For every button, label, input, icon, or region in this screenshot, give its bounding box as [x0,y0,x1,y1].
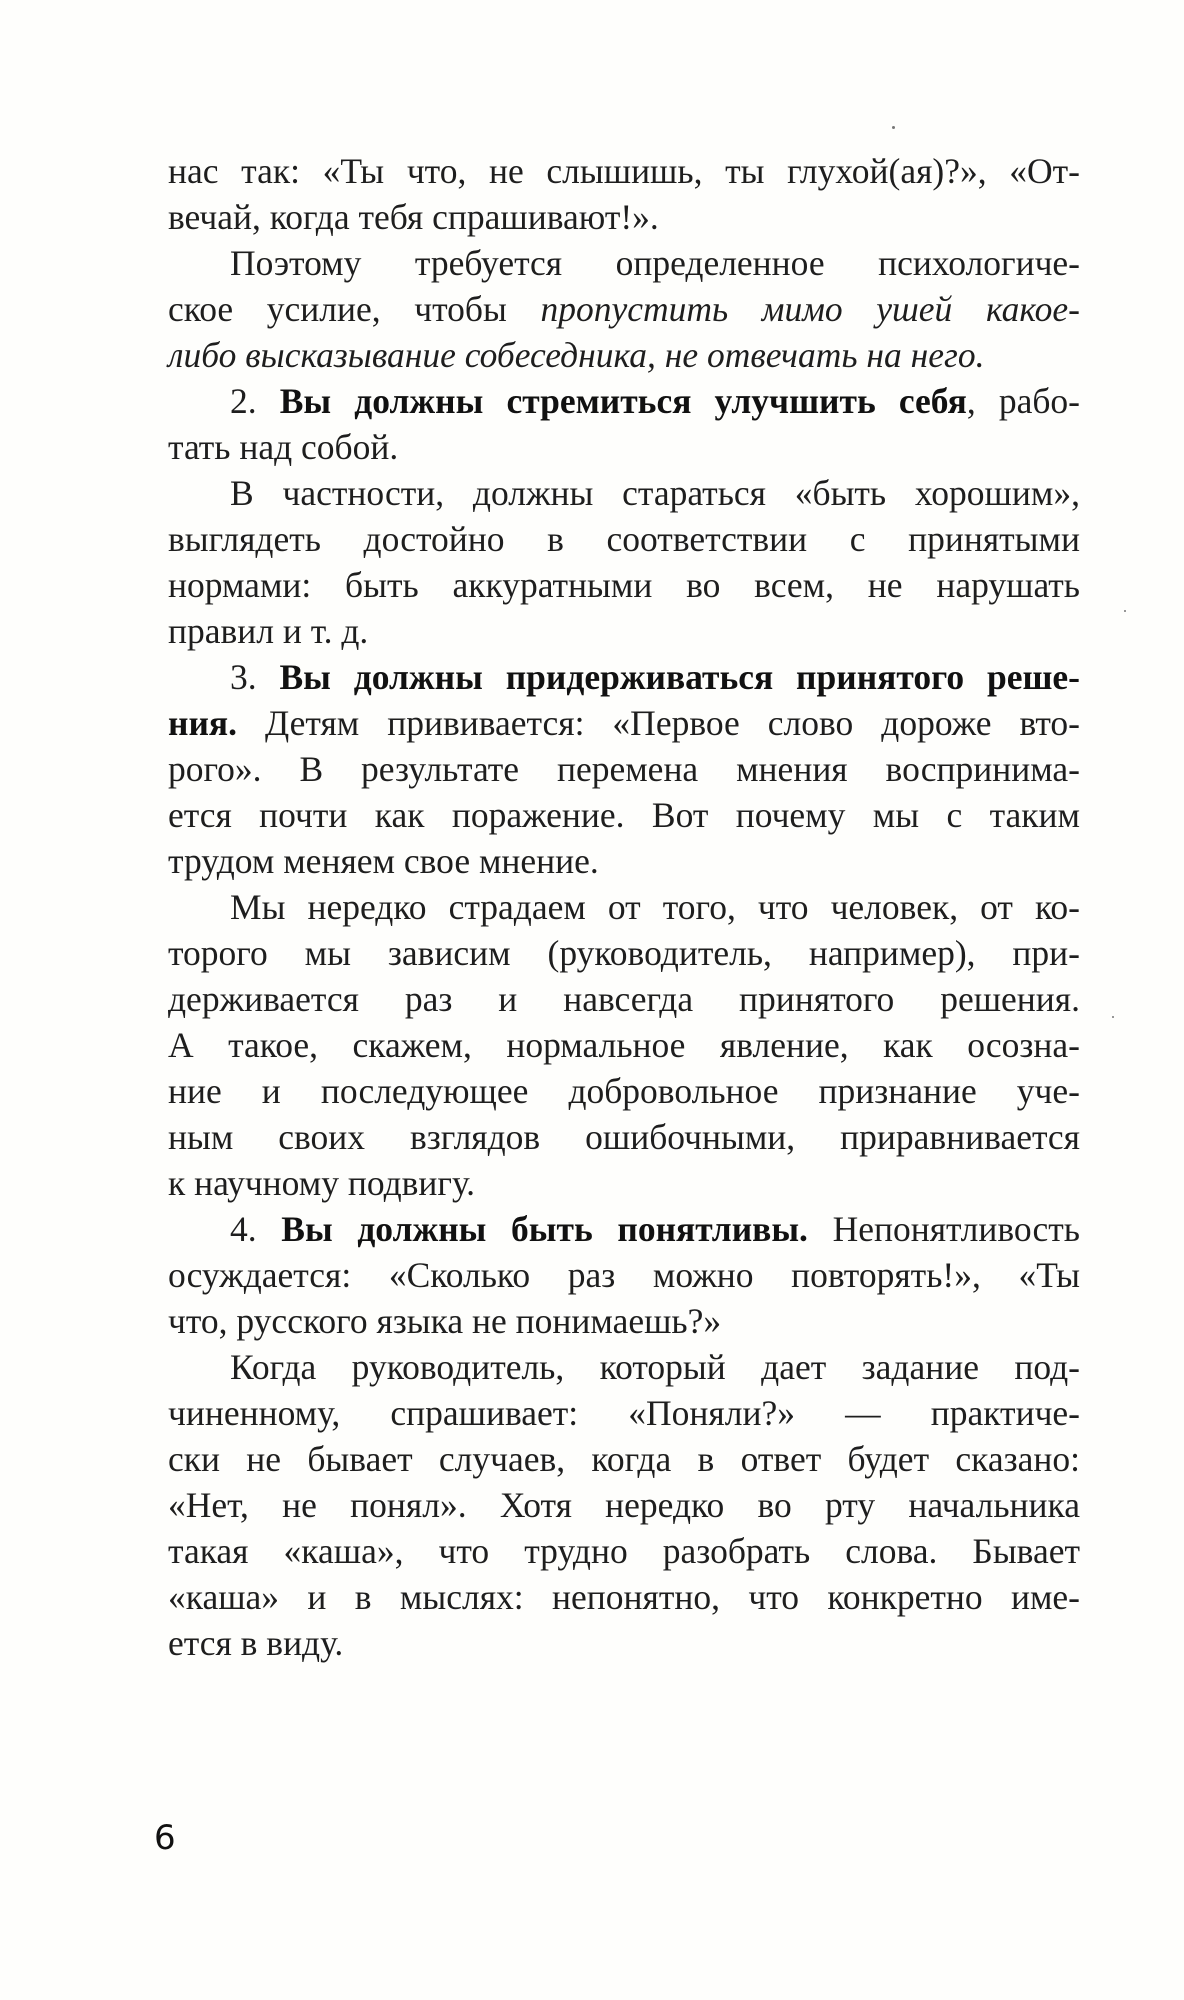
paragraph [168,240,1080,378]
text-run: Когда руководитель, который дает задание под- [230,1347,1080,1387]
paper-speck [1124,610,1126,612]
bold-text: Вы должны быть понятливы. [281,1209,808,1249]
bold-text: Вы должны стремиться улучшить себя [279,381,967,421]
text-run: ски не бывает случаев, когда в ответ будет сказано: [168,1439,1080,1479]
text-run: , рабо- [966,381,1080,421]
text-run: ется в виду. [168,1623,344,1663]
text-line [168,332,1080,378]
text-line [168,562,1080,608]
text-run: 2. [230,381,280,421]
text-run: трудом меняем свое мнение. [168,841,599,881]
text-run: ным своих взглядов ошибочными, приравнивается [168,1117,1080,1157]
text-line [168,378,1080,424]
text-run: В частности, должны стараться «быть хорошим», [230,473,1080,513]
paragraph [168,1206,1080,1344]
text-line [168,470,1080,516]
text-run: выглядеть достойно в соответствии с принятыми [168,519,1080,559]
text-line [168,516,1080,562]
page-number: 6 [154,1818,176,1858]
paragraph [168,654,1080,884]
text-line [168,1298,1080,1344]
text-line [168,1620,1080,1666]
text-run: вечай, когда тебя спрашивают!». [168,197,659,237]
paper-speck [1112,1016,1114,1018]
text-run: рого». В результате перемена мнения воспринима- [168,749,1080,789]
paragraph [168,378,1080,470]
text-run: ется почти как поражение. Вот почему мы с таким [168,795,1080,835]
text-line [168,424,1080,470]
text-line [168,976,1080,1022]
text-line [168,930,1080,976]
text-run: 3. [230,657,280,697]
paragraph [168,884,1080,1206]
text-line [168,792,1080,838]
text-line [168,1022,1080,1068]
italic-text: пропустить мимо ушей какое- [540,289,1080,329]
paragraph [168,470,1080,654]
text-line [168,1482,1080,1528]
text-line [168,1574,1080,1620]
text-line [168,148,1080,194]
text-run: такая «каша», что трудно разобрать слова. Бывает [168,1531,1080,1571]
paragraph [168,1344,1080,1666]
text-run: Непонятливость [807,1209,1080,1249]
text-run: что, русского языка не понимаешь?» [168,1301,722,1341]
text-run: держивается раз и навсегда принятого решения. [168,979,1080,1019]
text-run: ние и последующее добровольное признание уче- [168,1071,1080,1111]
text-line [168,1206,1080,1252]
text-line [168,608,1080,654]
text-line [168,286,1080,332]
text-line [168,838,1080,884]
text-run: осуждается: «Сколько раз можно повторять!», «Ты [168,1255,1080,1295]
bold-text: Вы должны придерживаться принятого реше- [279,657,1080,697]
text-run: тать над собой. [168,427,399,467]
italic-text: либо высказывание собеседника, не отвечать на него. [168,335,985,375]
text-line [168,1344,1080,1390]
text-run: нормами: быть аккуратными во всем, не нарушать [168,565,1080,605]
text-line [168,240,1080,286]
text-run: А такое, скажем, нормальное явление, как осозна- [168,1025,1080,1065]
text-run: чиненному, спрашивает: «Поняли?» — практиче- [168,1393,1080,1433]
text-run: 4. [230,1209,282,1249]
text-line [168,1114,1080,1160]
text-run: «Нет, не понял». Хотя нередко во рту начальника [168,1485,1080,1525]
body-text [168,148,1080,1666]
paragraph [168,148,1080,240]
text-line [168,746,1080,792]
text-line [168,1436,1080,1482]
bold-text: ния. [168,703,237,743]
text-run: Поэтому требуется определенное психологиче- [230,243,1080,283]
text-line [168,1390,1080,1436]
text-line [168,654,1080,700]
text-run: ское усилие, чтобы [168,289,541,329]
text-run: правил и т. д. [168,611,369,651]
text-line [168,700,1080,746]
text-run: к научному подвигу. [168,1163,476,1203]
text-run: торого мы зависим (руководитель, например), при- [168,933,1080,973]
text-line [168,1252,1080,1298]
text-run: Мы нередко страдаем от того, что человек, от ко- [230,887,1080,927]
text-line [168,1068,1080,1114]
text-run: «каша» и в мыслях: непонятно, что конкретно име- [168,1577,1080,1617]
text-line [168,884,1080,930]
text-run: Детям прививается: «Первое слово дороже вто- [237,703,1080,743]
text-line [168,1160,1080,1206]
text-line [168,1528,1080,1574]
text-line [168,194,1080,240]
paper-speck [892,126,895,129]
text-run: нас так: «Ты что, не слышишь, ты глухой(ая)?», «От- [168,151,1080,191]
